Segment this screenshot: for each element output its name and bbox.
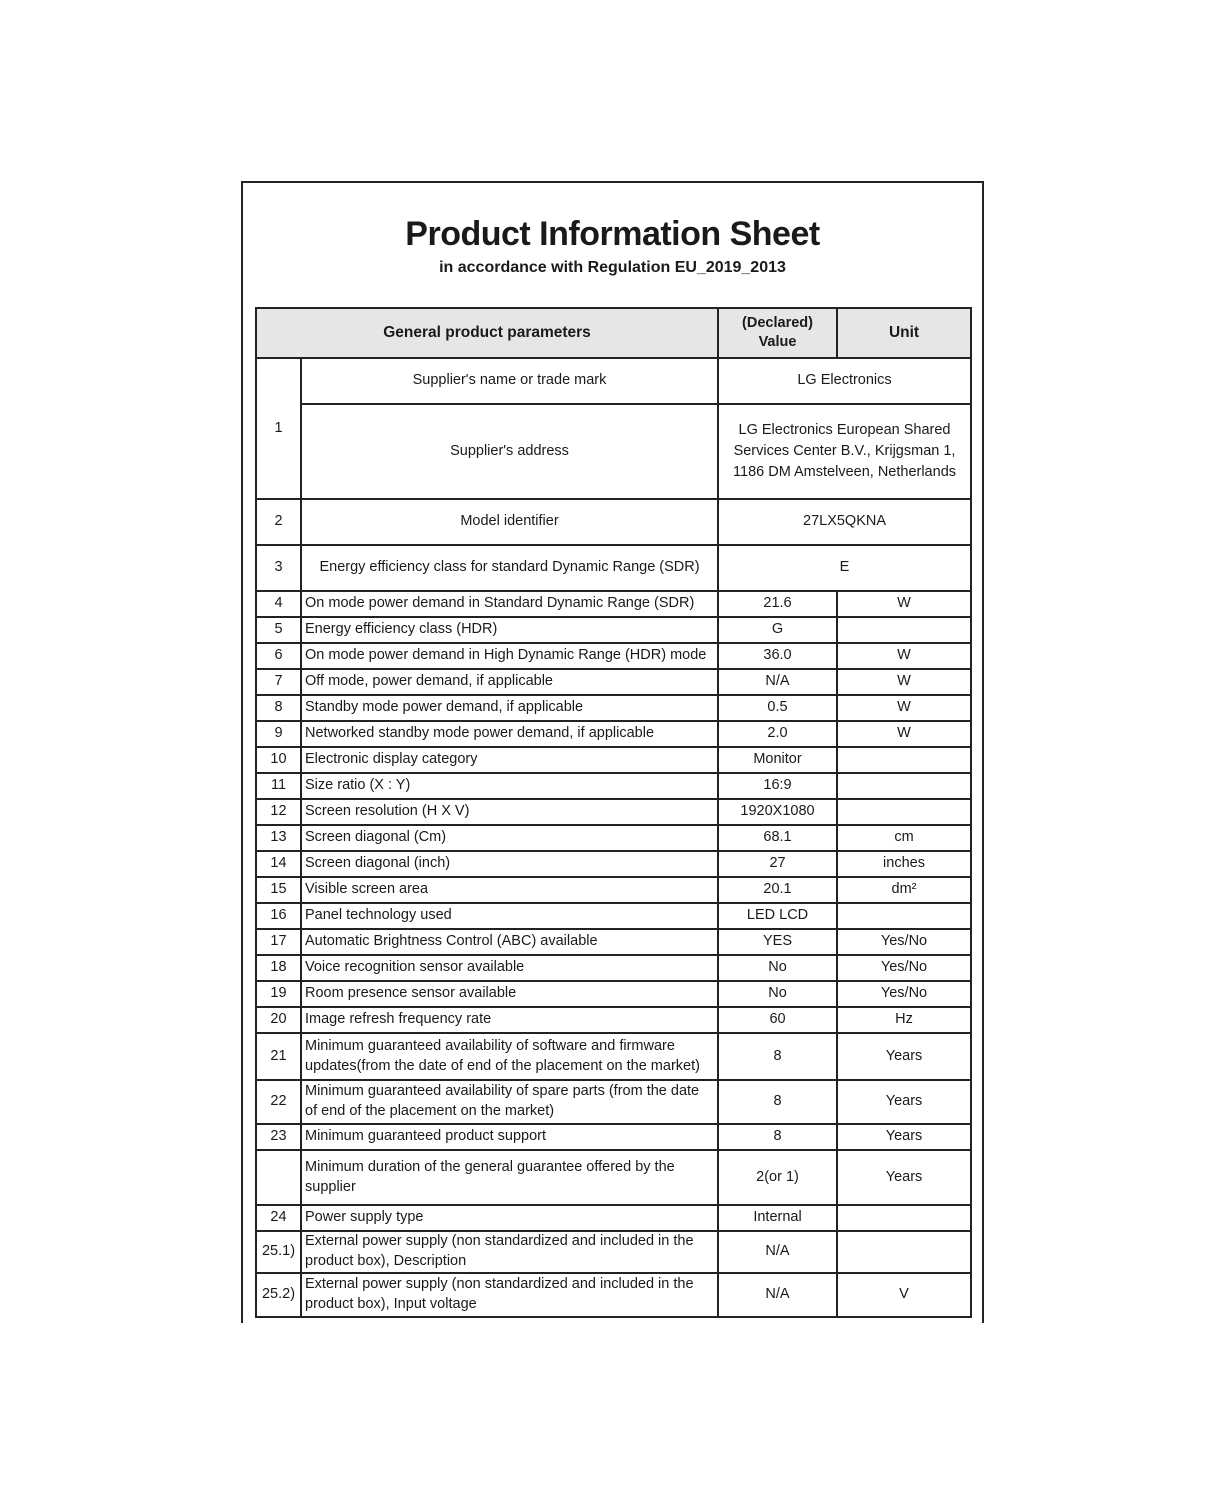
row-number: 12 [256,799,301,825]
unit-value: Years [837,1124,971,1150]
parameter-label: Voice recognition sensor available [301,955,718,981]
declared-value: 20.1 [718,877,837,903]
table-row [256,825,971,851]
unit-value: W [837,643,971,669]
parameter-label: Automatic Brightness Control (ABC) available [301,929,718,955]
row-number: 24 [256,1205,301,1231]
declared-value: 1920X1080 [718,799,837,825]
table-header-row [256,308,971,358]
unit-value: W [837,721,971,747]
supplier-name-row [256,358,971,404]
unit-value: cm [837,825,971,851]
product-information-sheet [241,181,984,1323]
table-row [256,955,971,981]
declared-value: 36.0 [718,643,837,669]
supplier-name-label: Supplier's name or trade mark [301,358,718,404]
parameter-label: Standby mode power demand, if applicable [301,695,718,721]
table-row [256,773,971,799]
declared-value: 8 [718,1080,837,1124]
unit-value: inches [837,851,971,877]
declared-value: N/A [718,1231,837,1273]
parameter-label: Minimum guaranteed availability of software and firmware updates(from the date of end of the placement on the market) [301,1033,718,1080]
energy-class-value: E [718,545,971,591]
energy-class-row [256,545,971,591]
table-row [256,877,971,903]
supplier-address-label: Supplier's address [301,404,718,499]
declared-value: Monitor [718,747,837,773]
parameter-label: Screen diagonal (Cm) [301,825,718,851]
declared-value: 27 [718,851,837,877]
unit-value: Years [837,1033,971,1080]
row-number: 9 [256,721,301,747]
row-number: 10 [256,747,301,773]
table-row [256,799,971,825]
parameter-label: Panel technology used [301,903,718,929]
unit-value: Yes/No [837,929,971,955]
declared-value: N/A [718,1273,837,1317]
table-row [256,1080,971,1124]
unit-value [837,617,971,643]
parameter-label: On mode power demand in Standard Dynamic Range (SDR) [301,591,718,617]
table-row [256,981,971,1007]
parameter-label: External power supply (non standardized and included in the product box), Description [301,1231,718,1273]
row-number: 13 [256,825,301,851]
row-number: 23 [256,1124,301,1150]
row-number: 21 [256,1033,301,1080]
unit-value [837,773,971,799]
unit-value: Years [837,1080,971,1124]
parameter-label: Electronic display category [301,747,718,773]
table-row [256,643,971,669]
row-number: 25.1) [256,1231,301,1273]
parameter-label: Image refresh frequency rate [301,1007,718,1033]
table-row [256,1231,971,1273]
parameter-label: Size ratio (X : Y) [301,773,718,799]
table-row [256,617,971,643]
table-row [256,851,971,877]
row-number: 4 [256,591,301,617]
unit-value: W [837,591,971,617]
unit-value: Yes/No [837,955,971,981]
column-header-unit: Unit [837,308,971,358]
declared-value: No [718,981,837,1007]
parameter-label: Visible screen area [301,877,718,903]
row-number: 15 [256,877,301,903]
parameter-label: Screen diagonal (inch) [301,851,718,877]
model-identifier-label: Model identifier [301,499,718,545]
row-number: 17 [256,929,301,955]
row-number: 6 [256,643,301,669]
parameter-label: Screen resolution (H X V) [301,799,718,825]
table-row [256,721,971,747]
unit-value: W [837,695,971,721]
table-row [256,1033,971,1080]
unit-value [837,747,971,773]
parameter-label: Off mode, power demand, if applicable [301,669,718,695]
parameter-label: Minimum duration of the general guarantee offered by the supplier [301,1150,718,1205]
row-number: 19 [256,981,301,1007]
row-number: 16 [256,903,301,929]
parameter-label: Energy efficiency class (HDR) [301,617,718,643]
table-row [256,591,971,617]
table-row [256,1124,971,1150]
parameter-label: Room presence sensor available [301,981,718,1007]
row-number: 3 [256,545,301,591]
unit-value: Hz [837,1007,971,1033]
declared-value: 60 [718,1007,837,1033]
parameter-label: External power supply (non standardized and included in the product box), Input voltage [301,1273,718,1317]
unit-value [837,1205,971,1231]
row-number: 20 [256,1007,301,1033]
page-subtitle: in accordance with Regulation EU_2019_2013 [439,259,786,276]
table-row [256,695,971,721]
table-row [256,747,971,773]
declared-value: 2.0 [718,721,837,747]
parameter-label: Minimum guaranteed availability of spare parts (from the date of end of the placement on the market) [301,1080,718,1124]
row-number: 22 [256,1080,301,1124]
declared-value: 8 [718,1033,837,1080]
declared-value: LED LCD [718,903,837,929]
unit-value [837,1231,971,1273]
parameter-label: On mode power demand in High Dynamic Range (HDR) mode [301,643,718,669]
supplier-name-value: LG Electronics [718,358,971,404]
unit-value: dm² [837,877,971,903]
row-number: 11 [256,773,301,799]
row-number: 2 [256,499,301,545]
table-row [256,1150,971,1205]
unit-value: V [837,1273,971,1317]
energy-class-label: Energy efficiency class for standard Dynamic Range (SDR) [301,545,718,591]
table-row [256,929,971,955]
row-number: 8 [256,695,301,721]
column-header-value: (Declared) Value [718,308,837,358]
declared-value: 0.5 [718,695,837,721]
declared-value: 68.1 [718,825,837,851]
declared-value: Internal [718,1205,837,1231]
row-number: 25.2) [256,1273,301,1317]
row-number: 1 [256,358,301,499]
row-number: 5 [256,617,301,643]
declared-value: No [718,955,837,981]
parameter-label: Minimum guaranteed product support [301,1124,718,1150]
unit-value: W [837,669,971,695]
table-row [256,1205,971,1231]
unit-value: Years [837,1150,971,1205]
supplier-address-row [256,404,971,499]
parameter-label: Power supply type [301,1205,718,1231]
supplier-address-value: LG Electronics European Shared Services Center B.V., Krijgsman 1, 1186 DM Amstelveen, Netherlands [718,404,971,499]
model-identifier-value: 27LX5QKNA [718,499,971,545]
parameters-table [255,307,972,1318]
declared-value: YES [718,929,837,955]
parameter-label: Networked standby mode power demand, if applicable [301,721,718,747]
row-number [256,1150,301,1205]
declared-value: 16:9 [718,773,837,799]
unit-value [837,799,971,825]
declared-value: N/A [718,669,837,695]
column-header-params: General product parameters [256,308,718,358]
table-row [256,669,971,695]
row-number: 7 [256,669,301,695]
table-row [256,903,971,929]
unit-value [837,903,971,929]
row-number: 18 [256,955,301,981]
model-row [256,499,971,545]
table-row [256,1273,971,1317]
declared-value: 8 [718,1124,837,1150]
table-row [256,1007,971,1033]
declared-value: G [718,617,837,643]
unit-value: Yes/No [837,981,971,1007]
declared-value: 2(or 1) [718,1150,837,1205]
page-title: Product Information Sheet [405,215,820,253]
declared-value: 21.6 [718,591,837,617]
row-number: 14 [256,851,301,877]
